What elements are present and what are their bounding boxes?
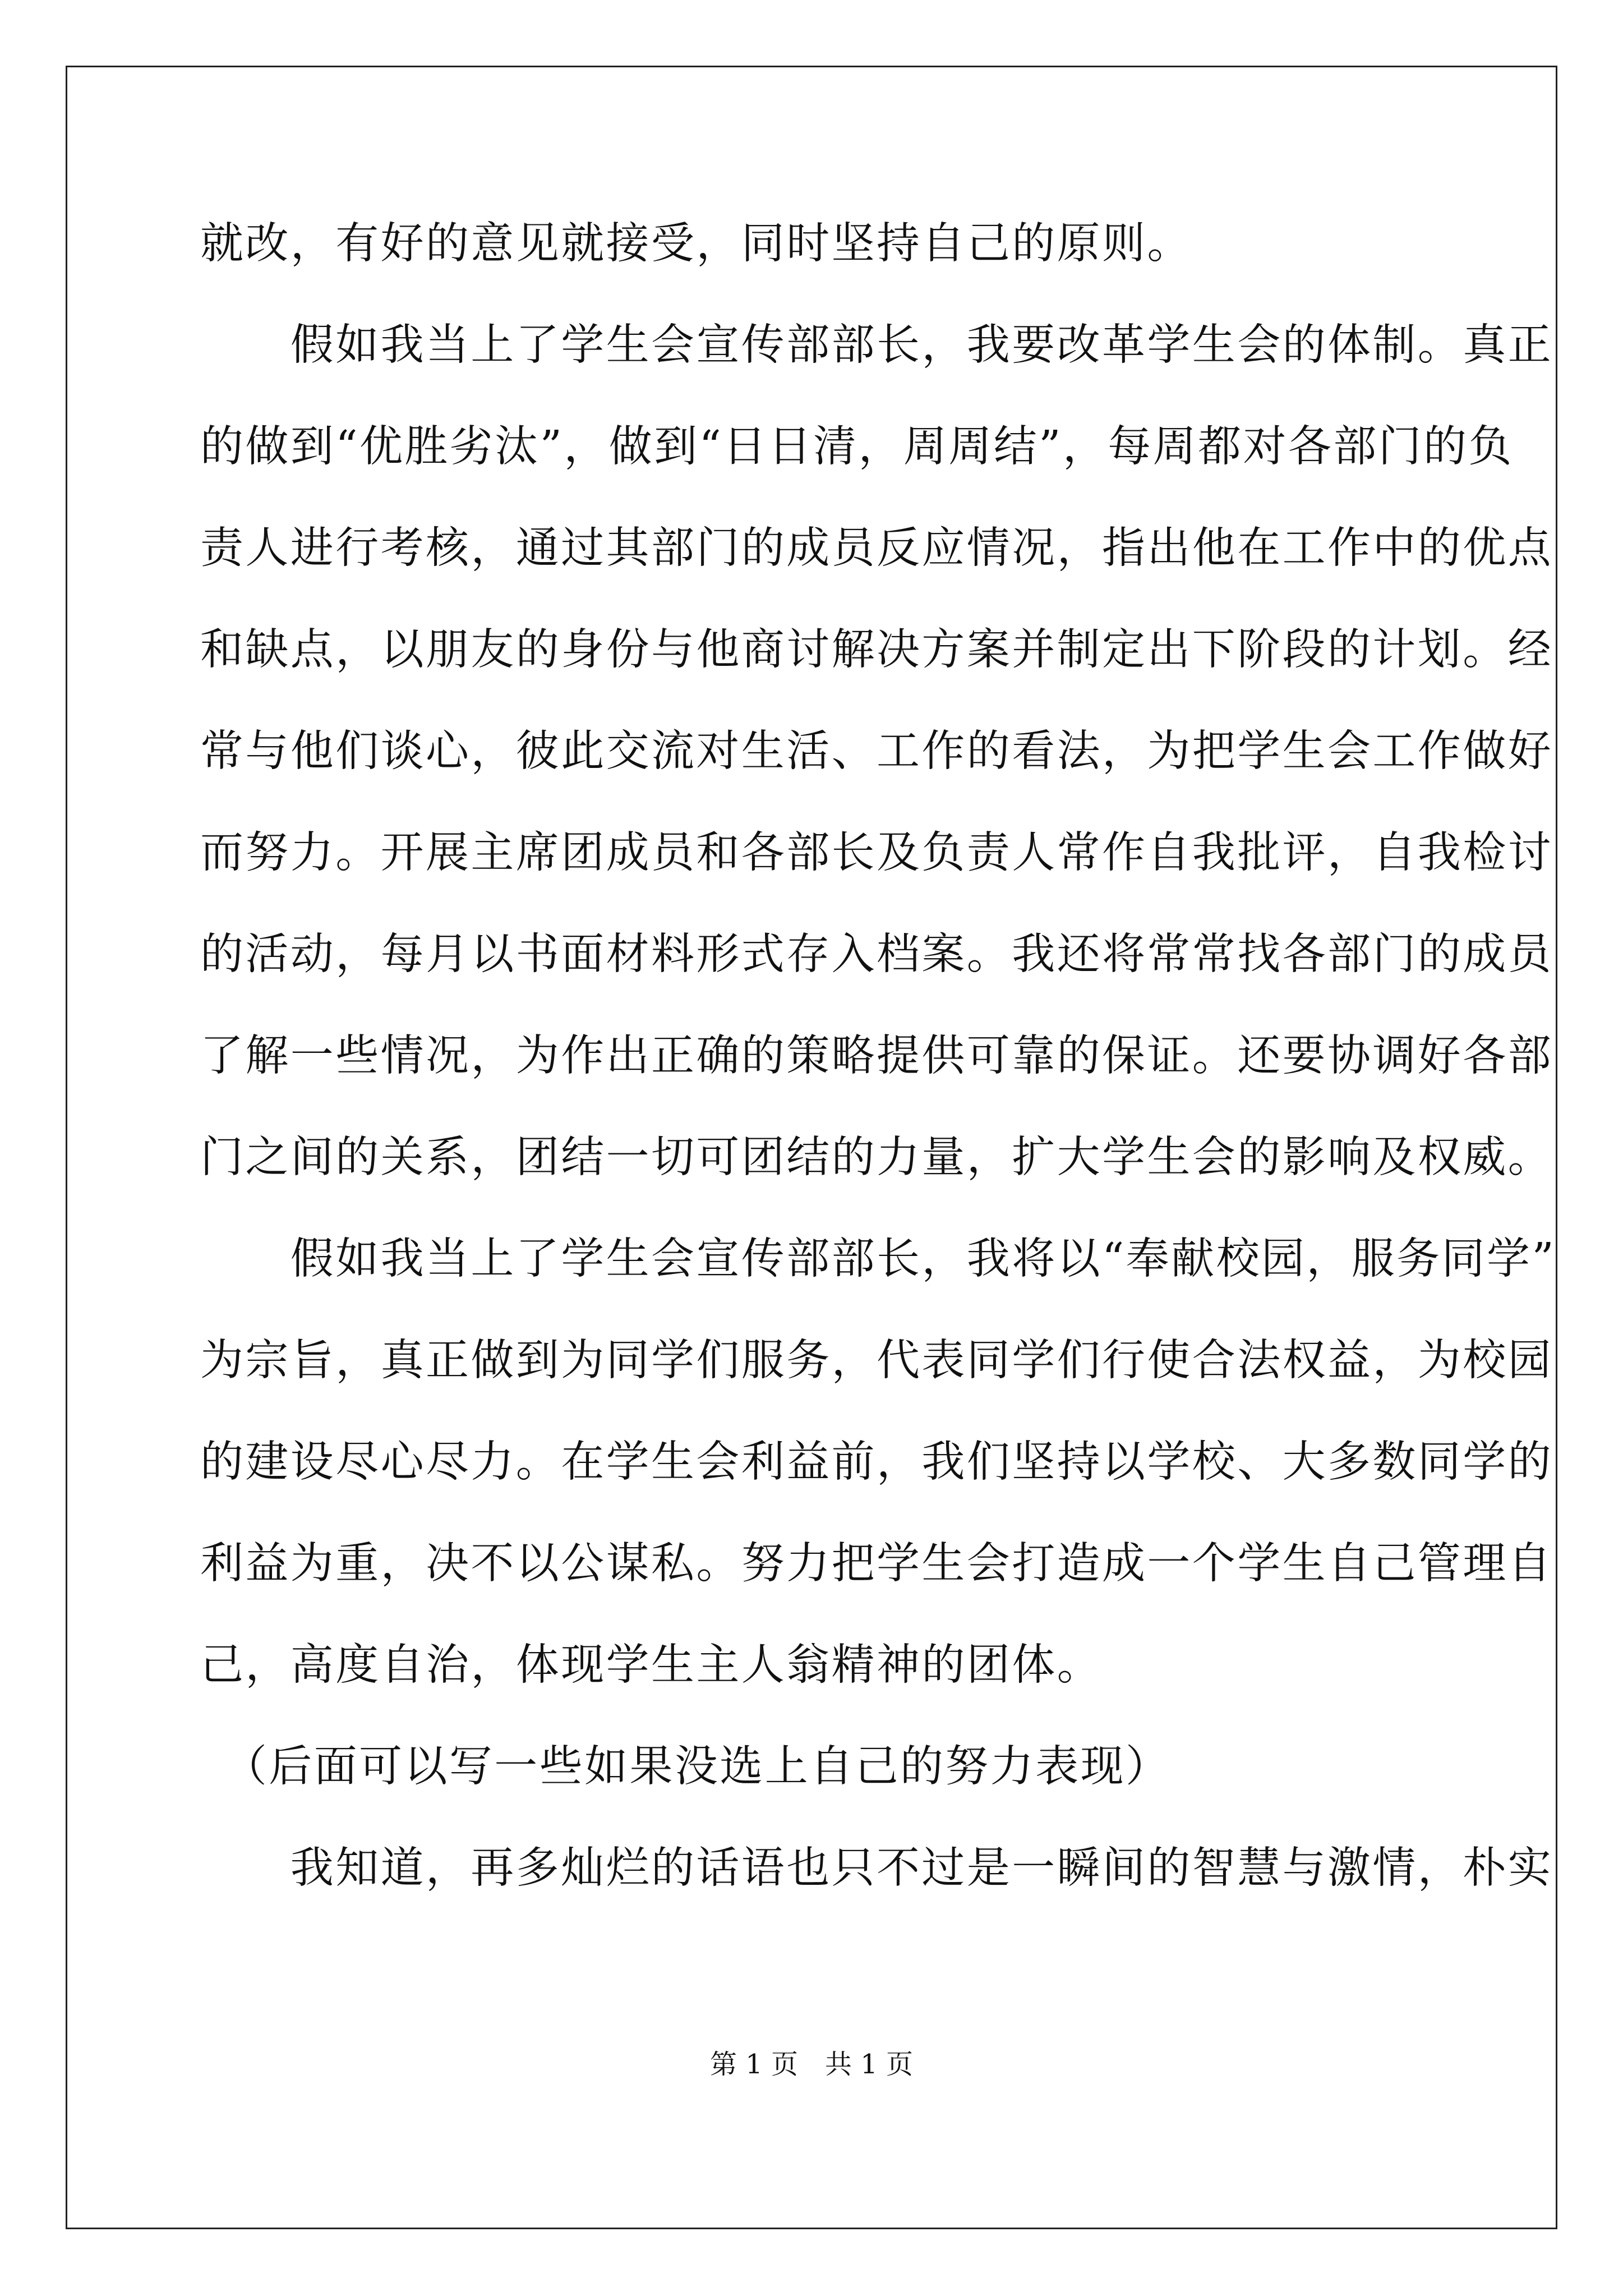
text-line: 的做到“优胜劣汰”，做到“日日清，周周结”，每周都对各部门的负	[200, 422, 1514, 472]
text-line: 己，高度自治，体现学生主人翁精神的团体。	[200, 1640, 1102, 1690]
text-line: 了解一些情况，为作出正确的策略提供可靠的保证。还要协调好各部	[200, 1031, 1553, 1081]
text-line: 责人进行考核，通过其部门的成员反应情况，指出他在工作中的优点	[200, 523, 1553, 573]
text-line: 的建设尽心尽力。在学生会利益前，我们坚持以学校、大多数同学的	[200, 1437, 1553, 1487]
text-line: 门之间的关系，团结一切可团结的力量，扩大学生会的影响及权威。	[200, 1133, 1553, 1182]
text-line: 假如我当上了学生会宣传部部长，我将以“奉献校园，服务同学”	[200, 1234, 1556, 1284]
text-line: 常与他们谈心，彼此交流对生活、工作的看法，为把学生会工作做好	[200, 726, 1553, 776]
text-line: 利益为重，决不以公谋私。努力把学生会打造成一个学生自己管理自	[200, 1539, 1553, 1589]
text-line: （后面可以写一些如果没选上自己的努力表现）	[200, 1742, 1171, 1792]
text-line: 为宗旨，真正做到为同学们服务，代表同学们行使合法权益，为校园	[200, 1336, 1553, 1386]
text-line: 我知道，再多灿烂的话语也只不过是一瞬间的智慧与激情，朴实	[200, 1843, 1553, 1893]
page-footer: 第 1 页 共 1 页	[709, 2049, 914, 2080]
text-line: 假如我当上了学生会宣传部部长，我要改革学生会的体制。真正	[200, 320, 1553, 370]
text-line: 就改，有好的意见就接受，同时坚持自己的原则。	[200, 219, 1192, 269]
text-line: 和缺点，以朋友的身份与他商讨解决方案并制定出下阶段的计划。经	[200, 625, 1553, 675]
text-line: 而努力。开展主席团成员和各部长及负责人常作自我批评，自我检讨	[200, 828, 1553, 878]
text-line: 的活动，每月以书面材料形式存入档案。我还将常常找各部门的成员	[200, 930, 1553, 979]
